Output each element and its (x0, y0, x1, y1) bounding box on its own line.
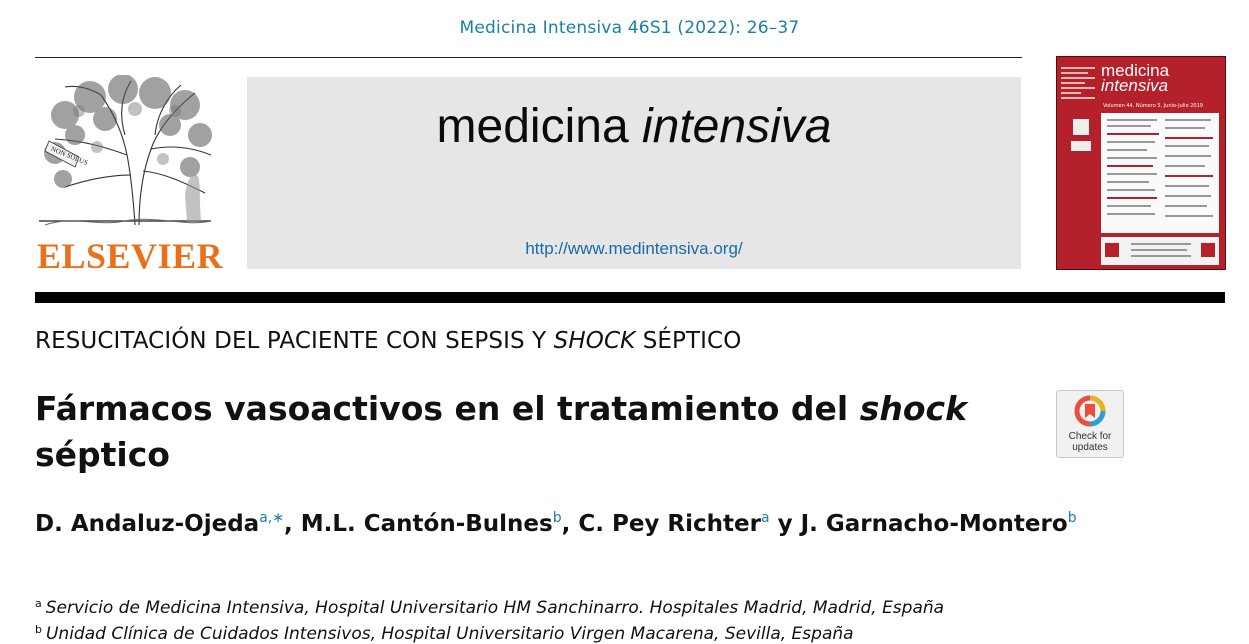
cover-issue: Volumen 44, Número 5, Junio-Julio 2019 (1103, 103, 1203, 109)
section-text: RESUCITACIÓN DEL PACIENTE CON SEPSIS Y (35, 328, 554, 354)
elsevier-wordmark: ELSEVIER (37, 236, 224, 276)
section-text-end: SÉPTICO (635, 328, 742, 354)
author-name: C. Pey Richter (578, 511, 761, 537)
section-italic-text: SHOCK (553, 328, 636, 354)
cover-sidebar-text (1061, 67, 1095, 102)
journal-title-italic: intensiva (641, 100, 832, 153)
title-italic: shock (859, 389, 968, 428)
affiliation-text: Servicio de Medicina Intensiva, Hospital Universitario HM Sanchinarro. Hospitales Madrid, Madrid, España (45, 598, 945, 618)
cover-title-line2: intensiva (1101, 76, 1169, 95)
check-updates-line2: updates (1072, 442, 1108, 453)
author-name: M.L. Cantón-Bulnes (300, 511, 553, 537)
elsevier-tree-icon (35, 75, 215, 235)
author-affiliation-link[interactable]: a (760, 510, 770, 526)
author-affiliation-link[interactable]: b (1067, 510, 1077, 526)
author-affiliation-link[interactable]: b (552, 510, 562, 526)
cover-footer (1101, 237, 1219, 265)
crossmark-icon (1057, 391, 1123, 431)
title-end: séptico (35, 435, 170, 474)
cover-title (1101, 63, 1169, 93)
journal-url-link[interactable]: http://www.medintensiva.org/ (525, 239, 743, 258)
article-title (35, 386, 995, 478)
author-affiliation-link[interactable]: a,∗ (259, 510, 284, 526)
check-updates-line1: Check for (1068, 431, 1112, 442)
author-name: J. Garnacho-Montero (800, 511, 1068, 537)
cover-footer-seal-icon (1201, 243, 1215, 257)
author-name: D. Andaluz-Ojeda (35, 511, 260, 537)
article-section (35, 328, 741, 354)
author-separator: y (769, 511, 801, 537)
elsevier-logo[interactable] (35, 75, 224, 276)
journal-banner (247, 77, 1021, 269)
journal-title (247, 99, 1021, 154)
title-main: Fármacos vasoactivos en el tratamiento del (35, 389, 860, 428)
header-rule (35, 57, 1022, 58)
affiliation-key: a (35, 597, 42, 610)
cover-footer-logo-icon (1105, 243, 1119, 257)
journal-reference[interactable]: Medicina Intensiva 46S1 (2022): 26–37 (459, 18, 800, 38)
cover-emblem-icon (1073, 119, 1089, 135)
affiliation-a (35, 597, 944, 618)
affiliation-text: Unidad Clínica de Cuidados Intensivos, Hospital Universitario Virgen Macarena, Sevilla, España (45, 624, 854, 644)
author-list (35, 510, 1077, 537)
cover-contents (1101, 113, 1219, 233)
author-separator: , (283, 511, 301, 537)
elsevier-motto: NON SOLUS (49, 144, 89, 167)
journal-title-regular: medicina (436, 100, 642, 153)
journal-cover-thumbnail[interactable] (1056, 56, 1226, 270)
check-for-updates-button[interactable] (1056, 390, 1124, 458)
cover-badge-icon (1071, 141, 1091, 151)
title-separator (35, 292, 1225, 303)
affiliation-b (35, 623, 854, 644)
check-for-updates-label (1057, 431, 1123, 453)
cover-title-line1: medicina (1101, 61, 1170, 80)
affiliation-key: b (35, 623, 42, 636)
author-separator: , (561, 511, 579, 537)
